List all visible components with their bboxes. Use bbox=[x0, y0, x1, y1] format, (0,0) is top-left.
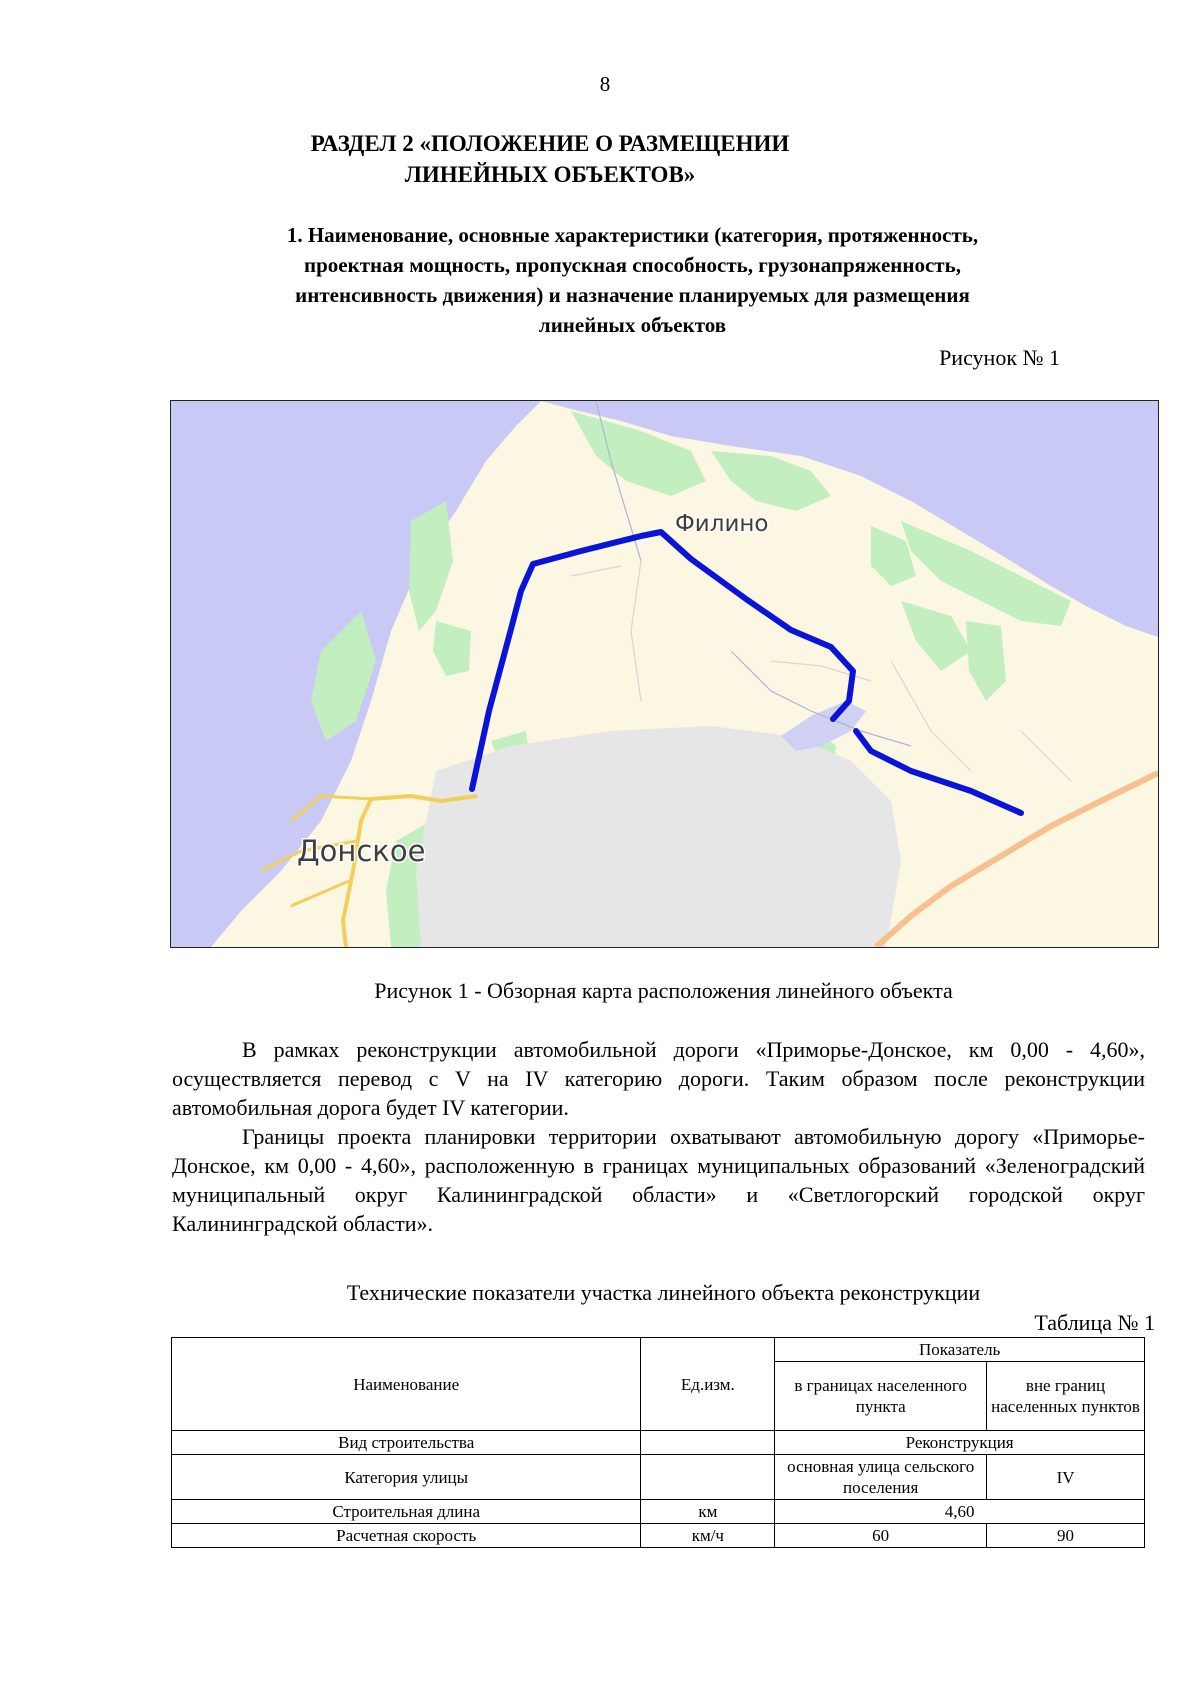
figure-caption: Рисунок 1 - Обзорная карта расположения линейного объекта bbox=[374, 978, 953, 1003]
map-industrial-area bbox=[416, 726, 901, 947]
header-name: Наименование bbox=[172, 1338, 641, 1431]
table-title: Технические показатели участка линейного объекта реконструкции bbox=[346, 1280, 981, 1305]
map-label-donskoe: Донское bbox=[297, 834, 426, 868]
cell-unit bbox=[641, 1455, 775, 1500]
header-unit: Ед.изм. bbox=[641, 1338, 775, 1431]
table-row bbox=[172, 1500, 1145, 1524]
subsection-heading bbox=[205, 220, 1060, 340]
table-row bbox=[172, 1455, 1145, 1500]
cell-value: 4,60 bbox=[775, 1500, 1145, 1524]
map-forest bbox=[966, 621, 1006, 701]
cell-name: Вид строительства bbox=[172, 1431, 641, 1455]
map-main-road bbox=[876, 773, 1158, 947]
subsection-heading-line4: линейных объектов bbox=[538, 313, 727, 337]
cell-name: Расчетная скорость bbox=[172, 1524, 641, 1548]
overview-map bbox=[170, 400, 1159, 948]
table-row bbox=[172, 1524, 1145, 1548]
cell-unit bbox=[641, 1431, 775, 1455]
cell-name: Категория улицы bbox=[172, 1455, 641, 1500]
map-label-filino: Филино bbox=[675, 511, 769, 537]
header-indicator: Показатель bbox=[775, 1338, 1145, 1362]
section-title-line2: ЛИНЕЙНЫХ ОБЪЕКТОВ» bbox=[404, 162, 696, 187]
body-paragraph: Границы проекта планировки территории охватывают автомобильную дорогу «Приморье-Донское, км 0,00 - 4,60», расположенную в границах муниципальных образований «Зеленоградский муниципальный округ Калининградской области» и «Светлогорский городской округ Калининградской области». bbox=[172, 1124, 1145, 1236]
body-paragraph: В рамках реконструкции автомобильной дороги «Приморье-Донское, км 0,00 - 4,60», осуществляется перевод с V на IV категорию дороги. Таким образом после реконструкции автомобильная дорога будет IV категории. bbox=[172, 1037, 1145, 1120]
technical-indicators-table bbox=[171, 1337, 1145, 1548]
cell-value-in: 60 bbox=[775, 1524, 987, 1548]
map-forest bbox=[409, 501, 453, 631]
header-outside-settlement: вне границ населенных пунктов bbox=[987, 1362, 1145, 1431]
cell-unit: км/ч bbox=[641, 1524, 775, 1548]
map-forest bbox=[433, 621, 471, 676]
body-text bbox=[172, 1035, 1145, 1238]
section-title bbox=[250, 128, 850, 190]
map-lake bbox=[781, 701, 866, 751]
page-number: 8 bbox=[599, 72, 611, 96]
header-in-settlement: в границах населенного пункта bbox=[775, 1362, 987, 1431]
subsection-heading-line1: 1. Наименование, основные характеристики (категория, протяженность, bbox=[286, 223, 979, 247]
cell-name: Строительная длина bbox=[172, 1500, 641, 1524]
subsection-heading-line2: проектная мощность, пропускная способность, грузонапряженность, bbox=[304, 253, 961, 277]
section-title-line1: РАЗДЕЛ 2 «ПОЛОЖЕНИЕ О РАЗМЕЩЕНИИ bbox=[310, 131, 790, 156]
subsection-heading-line3: интенсивность движения) и назначение планируемых для размещения bbox=[295, 283, 970, 307]
figure-reference: Рисунок № 1 bbox=[939, 345, 1060, 370]
table-row bbox=[172, 1431, 1145, 1455]
table-reference: Таблица № 1 bbox=[1034, 1310, 1155, 1335]
map-forest bbox=[901, 601, 971, 671]
cell-unit: км bbox=[641, 1500, 775, 1524]
cell-value-in: основная улица сельского поселения bbox=[775, 1455, 987, 1500]
cell-value-out: 90 bbox=[987, 1524, 1145, 1548]
cell-value: Реконструкция bbox=[775, 1431, 1145, 1455]
cell-value-out: IV bbox=[987, 1455, 1145, 1500]
table-header-row bbox=[172, 1338, 1145, 1362]
